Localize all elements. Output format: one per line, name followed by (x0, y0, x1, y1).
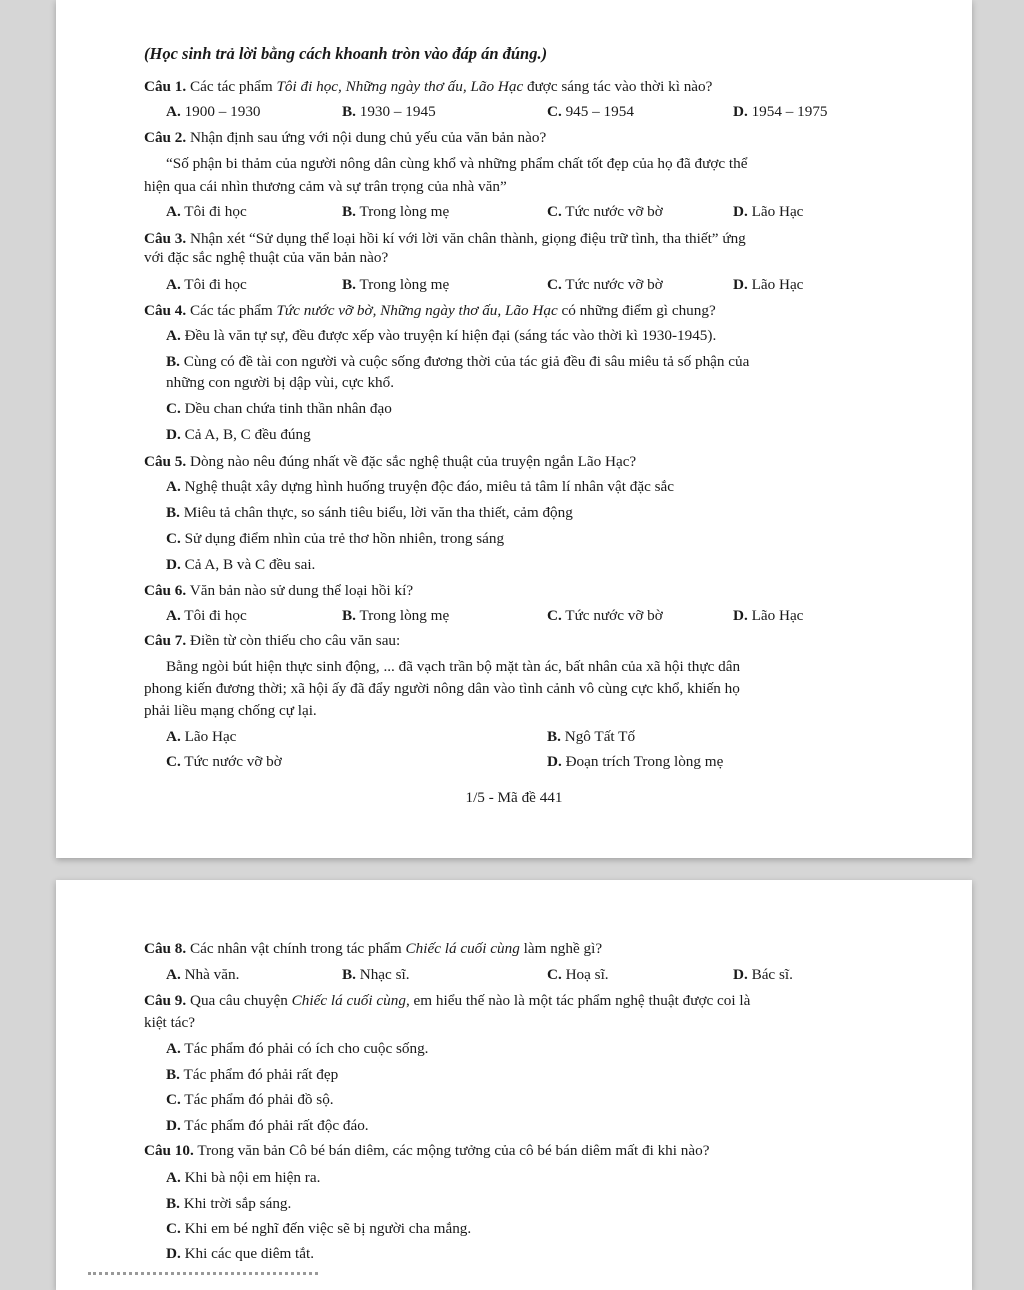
q7-option-d[interactable]: D. Đoạn trích Trong lòng mẹ (547, 753, 724, 770)
q1-option-d[interactable]: D. 1954 – 1975 (733, 103, 828, 120)
q7-paragraph-line-1: Bằng ngòi bút hiện thực sinh động, ... đã vạch trần bộ mặt tàn ác, bất nhân của xã hội thực dân (166, 658, 741, 675)
question-text: Các nhân vật chính trong tác phẩm (190, 940, 406, 957)
exam-page-2 (56, 880, 972, 1290)
question-number: Câu 10. (144, 1142, 194, 1159)
question-1 (144, 77, 712, 97)
q7-option-a[interactable]: A. Lão Hạc (166, 728, 237, 745)
q10-option-a[interactable]: A. Khi bà nội em hiện ra. (166, 1169, 321, 1186)
question-text: Dòng nào nêu đúng nhất về đặc sắc nghệ thuật của truyện ngắn Lão Hạc? (190, 453, 637, 470)
question-number: Câu 6. (144, 582, 187, 599)
q2-quote-line-2: hiện qua cái nhìn thương cảm và sự trân trọng của nhà văn” (144, 178, 507, 195)
question-number: Câu 2. (144, 129, 187, 146)
question-2 (144, 128, 546, 148)
question-text: làm nghề gì? (519, 940, 603, 957)
question-number: Câu 9. (144, 992, 187, 1009)
q9-text-line-2: kiệt tác? (144, 1014, 196, 1031)
question-10 (144, 1141, 709, 1161)
question-text: , em hiểu thế nào là một tác phẩm nghệ thuật được coi là (405, 992, 751, 1009)
q7-paragraph-line-2: phong kiến đương thời; xã hội ấy đã đẩy người nông dân vào tình cảnh vô cùng cực khổ, khiến họ (144, 680, 740, 697)
q4-option-d[interactable]: D. Cả A, B, C đều đúng (166, 426, 311, 443)
cropped-next-line (88, 1272, 318, 1283)
question-number: Câu 8. (144, 940, 187, 957)
question-text: được sáng tác vào thời kì nào? (523, 78, 713, 95)
q8-option-d[interactable]: D. Bác sĩ. (733, 966, 793, 983)
question-7 (144, 631, 400, 651)
q9-option-c[interactable]: C. Tác phẩm đó phải đồ sộ. (166, 1091, 334, 1108)
q10-option-d[interactable]: D. Khi các que diêm tắt. (166, 1245, 315, 1262)
q8-option-b[interactable]: B. Nhạc sĩ. (342, 966, 410, 983)
instruction: (Học sinh trả lời bằng cách khoanh tròn vào đáp án đúng.) (144, 44, 548, 63)
page-footer: 1/5 - Mã đề 441 (465, 789, 563, 806)
question-text-italic: Chiếc lá cuối cùng (405, 940, 520, 957)
question-text: Trong văn bản Cô bé bán diêm, các mộng tưởng của cô bé bán diêm mất đi khi nào? (197, 1142, 710, 1159)
question-number: Câu 5. (144, 453, 187, 470)
q3-option-c[interactable]: C. Tức nước vỡ bờ (547, 276, 663, 293)
q1-option-b[interactable]: B. 1930 – 1945 (342, 103, 436, 120)
q2-option-a[interactable]: A. Tôi đi học (166, 203, 247, 220)
question-text: Các tác phẩm (190, 78, 277, 95)
question-8 (144, 939, 602, 959)
q3-option-b[interactable]: B. Trong lòng mẹ (342, 276, 450, 293)
q7-option-c[interactable]: C. Tức nước vỡ bờ (166, 753, 282, 770)
question-number: Câu 4. (144, 302, 187, 319)
q9-option-b[interactable]: B. Tác phẩm đó phải rất đẹp (166, 1066, 339, 1083)
q4-option-c[interactable]: C. Dều chan chứa tinh thần nhân đạo (166, 400, 392, 417)
question-text: có những điểm gì chung? (557, 302, 716, 319)
q9-option-d[interactable]: D. Tác phẩm đó phải rất độc đáo. (166, 1117, 369, 1134)
q3-option-a[interactable]: A. Tôi đi học (166, 276, 247, 293)
q5-option-c[interactable]: C. Sử dụng điểm nhìn của trẻ thơ hồn nhiên, trong sáng (166, 530, 505, 547)
question-5 (144, 452, 636, 472)
q6-option-b[interactable]: B. Trong lòng mẹ (342, 607, 450, 624)
q10-option-b[interactable]: B. Khi trời sắp sáng. (166, 1195, 292, 1212)
q2-option-b[interactable]: B. Trong lòng mẹ (342, 203, 450, 220)
q5-option-d[interactable]: D. Cả A, B và C đều sai. (166, 556, 316, 573)
question-text: Văn bản nào sử dung thể loại hồi kí? (189, 582, 414, 599)
q7-paragraph-line-3: phải liều mạng chống cự lại. (144, 702, 317, 719)
q1-option-c[interactable]: C. 945 – 1954 (547, 103, 634, 120)
q2-option-d[interactable]: D. Lão Hạc (733, 203, 804, 220)
q8-option-c[interactable]: C. Hoạ sĩ. (547, 966, 609, 983)
exam-page-1 (56, 0, 972, 858)
q6-option-d[interactable]: D. Lão Hạc (733, 607, 804, 624)
question-6 (144, 581, 413, 601)
q3-text-line-2: với đặc sắc nghệ thuật của văn bản nào? (144, 249, 389, 266)
q5-option-b[interactable]: B. Miêu tả chân thực, so sánh tiêu biểu, lời văn tha thiết, cảm động (166, 504, 573, 521)
q4-option-b[interactable]: B. Cùng có đề tài con người và cuộc sống đương thời của tác giả đều đi sâu miêu tả số phận của (166, 353, 750, 370)
question-number: Câu 7. (144, 632, 187, 649)
question-text-italic: Tức nước vỡ bờ, Những ngày thơ ấu, Lão Hạc (276, 302, 558, 319)
question-text: Điền từ còn thiếu cho câu văn sau: (190, 632, 401, 649)
question-3 (144, 229, 746, 249)
q1-option-a[interactable]: A. 1900 – 1930 (166, 103, 261, 120)
question-text: Các tác phẩm (190, 302, 277, 319)
question-text: Nhận xét “Sử dụng thể loại hồi kí với lời văn chân thành, giọng điệu trữ tình, tha thiết” ứng (190, 230, 746, 247)
q9-option-a[interactable]: A. Tác phẩm đó phải có ích cho cuộc sống. (166, 1040, 429, 1057)
q4-option-a[interactable]: A. Đều là văn tự sự, đều được xếp vào truyện kí hiện đại (sáng tác vào thời kì 1930-1945). (166, 327, 717, 344)
q8-option-a[interactable]: A. Nhà văn. (166, 966, 240, 983)
q2-quote-line-1: “Số phận bi thảm của người nông dân cùng khổ và những phẩm chất tốt đẹp của họ đã được thể (166, 155, 748, 172)
q3-option-d[interactable]: D. Lão Hạc (733, 276, 804, 293)
question-text: Qua câu chuyện (190, 992, 292, 1009)
question-number: Câu 3. (144, 230, 187, 247)
question-text-italic: Chiếc lá cuối cùng (291, 992, 406, 1009)
question-9 (144, 991, 750, 1011)
q5-option-a[interactable]: A. Nghệ thuật xây dựng hình huống truyện độc đáo, miêu tả tâm lí nhân vật đặc sắc (166, 478, 675, 495)
q7-option-b[interactable]: B. Ngô Tất Tố (547, 728, 636, 745)
question-text-italic: Tôi đi học, Những ngày thơ ấu, Lão Hạc (276, 78, 524, 95)
q10-option-c[interactable]: C. Khi em bé nghĩ đến việc sẽ bị người cha mắng. (166, 1220, 472, 1237)
question-4 (144, 301, 716, 321)
q6-option-a[interactable]: A. Tôi đi học (166, 607, 247, 624)
q6-option-c[interactable]: C. Tức nước vỡ bờ (547, 607, 663, 624)
q4-option-b-line-2: những con người bị dập vùi, cực khổ. (166, 374, 395, 391)
q2-option-c[interactable]: C. Tức nước vỡ bờ (547, 203, 663, 220)
question-text: Nhận định sau ứng với nội dung chủ yếu của văn bản nào? (190, 129, 547, 146)
question-number: Câu 1. (144, 78, 187, 95)
